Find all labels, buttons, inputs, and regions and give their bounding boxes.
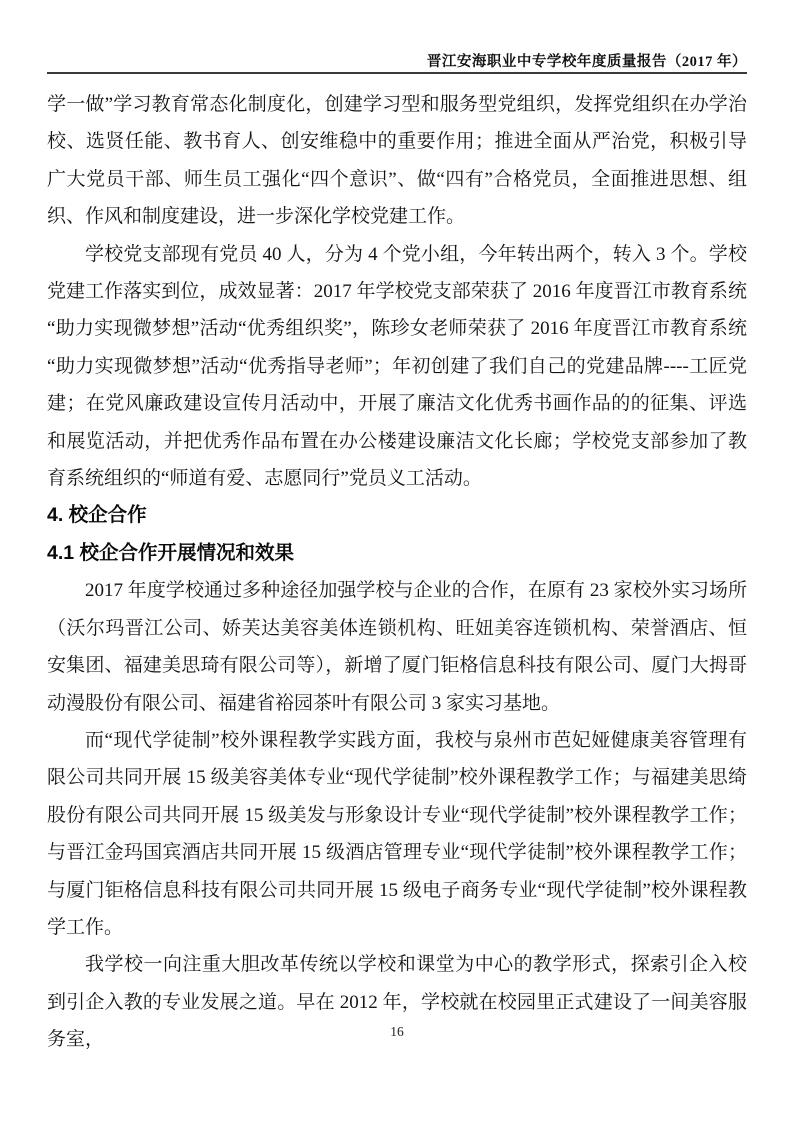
paragraph-school-enterprise: 2017 年度学校通过多种途径加强学校与企业的合作，在原有 23 家校外实习场所（沃尔玛晋江公司、娇芙达美容美体连锁机构、旺妞美容连锁机构、荣誉酒店、恒安集团、福建美思琦有限公司等），新增了厦门钜格信息科技有限公司、厦门大拇哥动漫股份有限公司、福建省裕园茶叶有限公司 3 家实习基地。 [47,580,747,714]
paragraph-modern-apprenticeship: 而“现代学徒制”校外课程教学实践方面，我校与泉州市芭妃娅健康美容管理有限公司共同开展 15 级美容美体专业“现代学徒制”校外课程教学工作；与福建美思绮股份有限公司共同开展 15 级美发与形象设计专业“现代学徒制”校外课程教学工作；与晋江金玛国宾酒店共同开展 15 级酒店管理专业“现代学徒制”校外课程教学工作；与厦门钜格信息科技有限公司共同开展 15 级电子商务专业“现代学徒制”校外课程教学工作。 [47,729,747,938]
paragraph-learning-education: 学一做”学习教育常态化制度化，创建学习型和服务型党组织，发挥党组织在办学治校、选贤任能、教书育人、创安维稳中的重要作用；推进全面从严治党，积极引导广大党员干部、师生员工强化“四个意识”、做“四有”合格党员，全面推进思想、组织、作风和制度建设，进一步深化学校党建工作。 [47,94,747,228]
page-header-title: 晋江安海职业中专学校年度质量报告（2017 年） [426,54,747,70]
section-heading-school-enterprise-cooperation: 4. 校企合作 [47,504,147,527]
subsection-heading-cooperation-status-effects: 4.1 校企合作开展情况和效果 [47,541,295,564]
paragraph-teaching-reform: 我学校一向注重大胆改革传统以学校和课堂为中心的教学形式，探索引企入校到引企入教的专业发展之道。早在 2012 年，学校就在校园里正式建设了一间美容服务室， [47,954,747,1051]
paragraph-party-branch: 学校党支部现有党员 40 人，分为 4 个党小组，今年转出两个，转入 3 个。学校党建工作落实到位，成效显著：2017 年学校党支部荣获了 2016 年度晋江市教育系统“助力实现微梦想”活动“优秀组织奖”，陈珍女老师荣获了 2016 年度晋江市教育系统“助力实现微梦想”活动“优秀指导老师”；年初创建了我们自己的党建品牌----工匠党建；在党风廉政建设宣传月活动中，开展了廉洁文化优秀书画作品的的征集、评选和展览活动，并把优秀作品布置在办公楼建设廉洁文化长廊；学校党支部参加了教育系统组织的“师道有爱、志愿同行”党员义工活动。 [47,243,747,490]
document-body [47,86,747,1059]
header-divider-rule [47,72,747,74]
page-number: 16 [390,1024,404,1039]
